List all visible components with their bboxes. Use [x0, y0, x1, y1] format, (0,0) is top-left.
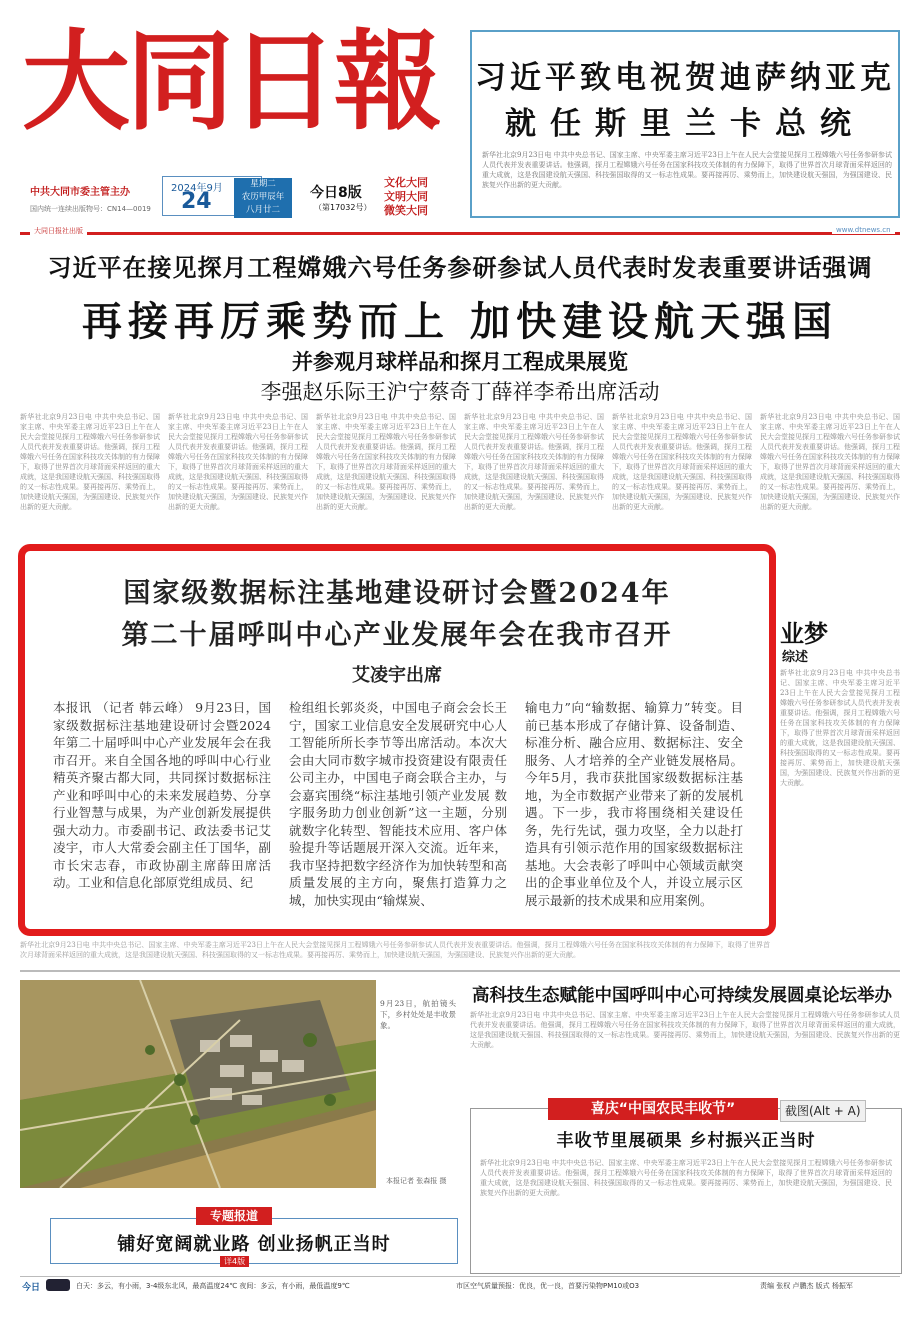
lunar-day: 八月廿二: [245, 205, 280, 215]
screenshot-tooltip[interactable]: 截图(Alt + A): [780, 1100, 866, 1122]
photo-caption: 9月23日，航拍镜头下，乡村处处是丰收景象。: [380, 999, 456, 1030]
feature-title-1[interactable]: 国家级数据标注基地建设研讨会暨2024年: [123, 578, 671, 609]
footer-divider: [20, 1276, 900, 1277]
lead-headline[interactable]: 再接再厉乘势而上 加快建设航天强国: [82, 299, 838, 345]
roundtable-body: 新华社北京9月23日电 中共中央总书记、国家主席、中央军委主席习近平23日上午在人民大会堂接见探月工程嫦娥六号任务参研参试人员代表并发表重要讲话。他强调，探月工程嫦娥六号任务在国家科技攻关体制的有力保障下，取得了世界首次月球背面采样返回的重大成就，这是我国建设航天强国、科技强国取得的又一标志性成果。要再接再厉、乘势而上，加快建设航天强国，为强国建设、民族复兴作出新的更大贡献。: [470, 1011, 900, 1049]
newspaper-logo: 大同日報: [22, 19, 439, 145]
publisher-label: 中共大同市委主管主办: [30, 187, 130, 198]
feature-article: [18, 544, 776, 936]
slogans: [384, 176, 428, 218]
mid-filler: 新华社北京9月23日电 中共中央总书记、国家主席、中央军委主席习近平23日上午在人民大会堂接见探月工程嫦娥六号任务参研参试人员代表并发表重要讲话。他强调，探月工程嫦娥六号任务在国家科技攻关体制的有力保障下，取得了世界首次月球背面采样返回的重大成就，这是我国建设航天强国、科技强国取得的又一标志性成果。要再接再厉、乘势而上，加快建设航天强国，为强国建设、民族复兴作出新的更大贡献。: [20, 941, 770, 959]
press-label: 大同日报社出版: [30, 226, 87, 236]
special-report-page: 详4版: [220, 1256, 249, 1267]
top-story-box: [470, 30, 900, 218]
lead-subtitle-1: 并参观月球样品和探月工程成果展览: [292, 350, 628, 374]
lead-body-col-6: 新华社北京9月23日电 中共中央总书记、国家主席、中央军委主席习近平23日上午在人民大会堂接见探月工程嫦娥六号任务参研参试人员代表并发表重要讲话。他强调，探月工程嫦娥六号任务在国家科技攻关体制的有力保障下，取得了世界首次月球背面采样返回的重大成就，这是我国建设航天强国、科技强国取得的又一标志性成果。要再接再厉、乘势而上，加快建设航天强国，为强国建设、民族复兴作出新的更大贡献。: [760, 413, 900, 511]
slogan-3: 微笑大同: [384, 204, 428, 217]
weekday: 星期二: [250, 179, 276, 189]
footer-weather: 白天：多云，有小雨，3-4级东北风，最高温度24℃ 夜间：多云，有小雨，最低温度9℃: [76, 1282, 350, 1290]
festival-banner: 喜庆“中国农民丰收节”: [548, 1098, 778, 1120]
feature-title-2[interactable]: 第二十届呼叫中心产业发展年会在我市召开: [121, 620, 673, 651]
side-story-body: 新华社北京9月23日电 中共中央总书记、国家主席、中央军委主席习近平23日上午在人民大会堂接见探月工程嫦娥六号任务参研参试人员代表并发表重要讲话。他强调，探月工程嫦娥六号任务在国家科技攻关体制的有力保障下，取得了世界首次月球背面采样返回的重大成就，这是我国建设航天强国、科技强国取得的又一标志性成果。要再接再厉、乘势而上，加快建设航天强国，为强国建设、民族复兴作出新的更大贡献。: [780, 669, 900, 787]
top-story-title-2[interactable]: 就任斯里兰卡总统: [505, 106, 865, 142]
roundtable-title[interactable]: 高科技生态赋能中国呼叫中心可持续发展圆桌论坛举办: [472, 986, 892, 1006]
section-divider: [20, 970, 900, 972]
footer-air-quality: 市区空气质量预报：优良，优一良，首要污染物PM10或O3: [456, 1282, 640, 1290]
lead-body-col-2: 新华社北京9月23日电 中共中央总书记、国家主席、中央军委主席习近平23日上午在人民大会堂接见探月工程嫦娥六号任务参研参试人员代表并发表重要讲话。他强调，探月工程嫦娥六号任务在国家科技攻关体制的有力保障下，取得了世界首次月球背面采样返回的重大成就，这是我国建设航天强国、科技强国取得的又一标志性成果。要再接再厉、乘势而上，加快建设航天强国，为强国建设、民族复兴作出新的更大贡献。: [168, 413, 308, 511]
feature-subtitle: 艾凌宇出席: [352, 665, 442, 686]
feature-col-3: 输电力”向“输数据、输算力”转变。目前已基本形成了存储计算、设备制造、标准分析、融合应用、数据标注、安全服务、人才培养的全产业链发展格局。今年5月，我市获批国家级数据标注基地，为全市数据产业带来了新的发展机遇。下一步，我市将围绕相关建设任务，先行先试，强力攻坚，全力以赴打造具有引领示范作用的国家级数据标注基地。大会表彰了呼叫中心领域贡献突出的企事业单位及个人，并设立展示区展示最新的技术成果和应用案例。: [525, 700, 743, 908]
date-day: 24: [181, 189, 212, 214]
footer-staff: 责编 张权 卢鹏杰 版式 杨振军: [760, 1282, 853, 1290]
side-story-title[interactable]: 业梦: [780, 620, 828, 648]
aerial-village-photo: [20, 980, 376, 1188]
side-story-sub: 综述: [782, 650, 809, 665]
lunar-box: [234, 178, 292, 218]
footer-today: 今日: [22, 1283, 41, 1293]
lead-body-col-4: 新华社北京9月23日电 中共中央总书记、国家主席、中央军委主席习近平23日上午在人民大会堂接见探月工程嫦娥六号任务参研参试人员代表并发表重要讲话。他强调，探月工程嫦娥六号任务在国家科技攻关体制的有力保障下，取得了世界首次月球背面采样返回的重大成就，这是我国建设航天强国、科技强国取得的又一标志性成果。要再接再厉、乘势而上，加快建设航天强国，为强国建设、民族复兴作出新的更大贡献。: [464, 413, 604, 511]
date-month: 2024年9月: [171, 183, 223, 194]
lunar-year: 农历甲辰年: [241, 192, 285, 202]
weather-icon: [46, 1279, 70, 1291]
lead-body-col-5: 新华社北京9月23日电 中共中央总书记、国家主席、中央军委主席习近平23日上午在人民大会堂接见探月工程嫦娥六号任务参研参试人员代表并发表重要讲话。他强调，探月工程嫦娥六号任务在国家科技攻关体制的有力保障下，取得了世界首次月球背面采样返回的重大成就，这是我国建设航天强国、科技强国取得的又一标志性成果。要再接再厉、乘势而上，加快建设航天强国，为强国建设、民族复兴作出新的更大贡献。: [612, 413, 752, 511]
feature-col-1: 本报讯 （记者 韩云峰） 9月23日，国家级数据标注基地建设研讨会暨2024年第二十届呼叫中心产业发展年会在我市召开。来自全国各地的呼叫中心行业精英齐聚古都大同，共同探讨数据标注产业和呼叫中心的未来发展趋势、分享行业智慧与成果，为产业创新发展提供强大动力。市委副书记、政法委书记艾凌宇，市人大常委会副主任丁国华，副市长宋志春，市政协副主席薛田席活动。工业和信息化部原党组成员、纪: [53, 700, 271, 890]
special-report-headline[interactable]: 铺好宽阔就业路 创业扬帆正当时: [117, 1234, 391, 1255]
lead-kicker[interactable]: 习近平在接见探月工程嫦娥六号任务参研参试人员代表时发表重要讲话强调: [47, 253, 873, 282]
lead-body-col-3: 新华社北京9月23日电 中共中央总书记、国家主席、中央军委主席习近平23日上午在人民大会堂接见探月工程嫦娥六号任务参研参试人员代表并发表重要讲话。他强调，探月工程嫦娥六号任务在国家科技攻关体制的有力保障下，取得了世界首次月球背面采样返回的重大成就，这是我国建设航天强国、科技强国取得的又一标志性成果。要再接再厉、乘势而上，加快建设航天强国，为强国建设、民族复兴作出新的更大贡献。: [316, 413, 456, 511]
lead-subtitle-2: 李强赵乐际王沪宁蔡奇丁薛祥李希出席活动: [260, 380, 660, 404]
masthead-rule: [20, 232, 900, 235]
edition-label: 今日8版: [310, 185, 362, 201]
slogan-1: 文化大同: [384, 176, 428, 189]
festival-body: 新华社北京9月23日电 中共中央总书记、国家主席、中央军委主席习近平23日上午在人民大会堂接见探月工程嫦娥六号任务参研参试人员代表并发表重要讲话。他强调，探月工程嫦娥六号任务在国家科技攻关体制的有力保障下，取得了世界首次月球背面采样返回的重大成就，这是我国建设航天强国、科技强国取得的又一标志性成果。要再接再厉、乘势而上，加快建设航天强国，为强国建设、民族复兴作出新的更大贡献。: [480, 1159, 892, 1197]
website-label: www.dtnews.cn: [832, 226, 895, 234]
slogan-2: 文明大同: [384, 190, 428, 203]
aerial-photo-illustration: [20, 980, 376, 1188]
issue-number: （第17032号）: [314, 203, 372, 212]
festival-headline[interactable]: 丰收节里展硕果 乡村振兴正当时: [556, 1131, 816, 1151]
top-story-title-1[interactable]: 习近平致电祝贺迪萨纳亚克: [475, 60, 895, 96]
feature-col-2: 检组组长郭炎炎，中国电子商会会长王宁，国家工业信息安全发展研究中心人工智能所所长李节等出席活动。本次大会由大同市数字城市投资建设有限责任公司主办，中国电子商会联合主办，与会嘉宾围绕“标注基地引领产业发展 数字服务助力创业创新”这一主题，分别就数字化转型、智能技术应用、客户体验提升等话题展开深入交流。近年来，我市坚持把数字经济作为加快转型和高质量发展的主方向，聚焦打造算力之城，加快实现由“输煤炭、: [289, 700, 507, 908]
cn-number: 国内统一连续出版物号：CN14—0019: [30, 205, 151, 213]
lead-body-col-1: 新华社北京9月23日电 中共中央总书记、国家主席、中央军委主席习近平23日上午在人民大会堂接见探月工程嫦娥六号任务参研参试人员代表并发表重要讲话。他强调，探月工程嫦娥六号任务在国家科技攻关体制的有力保障下，取得了世界首次月球背面采样返回的重大成就，这是我国建设航天强国、科技强国取得的又一标志性成果。要再接再厉、乘势而上，加快建设航天强国，为强国建设、民族复兴作出新的更大贡献。: [20, 413, 160, 511]
photo-credit: 本报记者 张森报 摄: [386, 1177, 447, 1185]
special-report-tag: 专题报道: [196, 1207, 272, 1225]
top-story-body: 新华社北京9月23日电 中共中央总书记、国家主席、中央军委主席习近平23日上午在人民大会堂接见探月工程嫦娥六号任务参研参试人员代表并发表重要讲话。他强调，探月工程嫦娥六号任务在国家科技攻关体制的有力保障下，取得了世界首次月球背面采样返回的重大成就，这是我国建设航天强国、科技强国取得的又一标志性成果。要再接再厉、乘势而上，加快建设航天强国，为强国建设、民族复兴作出新的更大贡献。: [482, 151, 892, 189]
